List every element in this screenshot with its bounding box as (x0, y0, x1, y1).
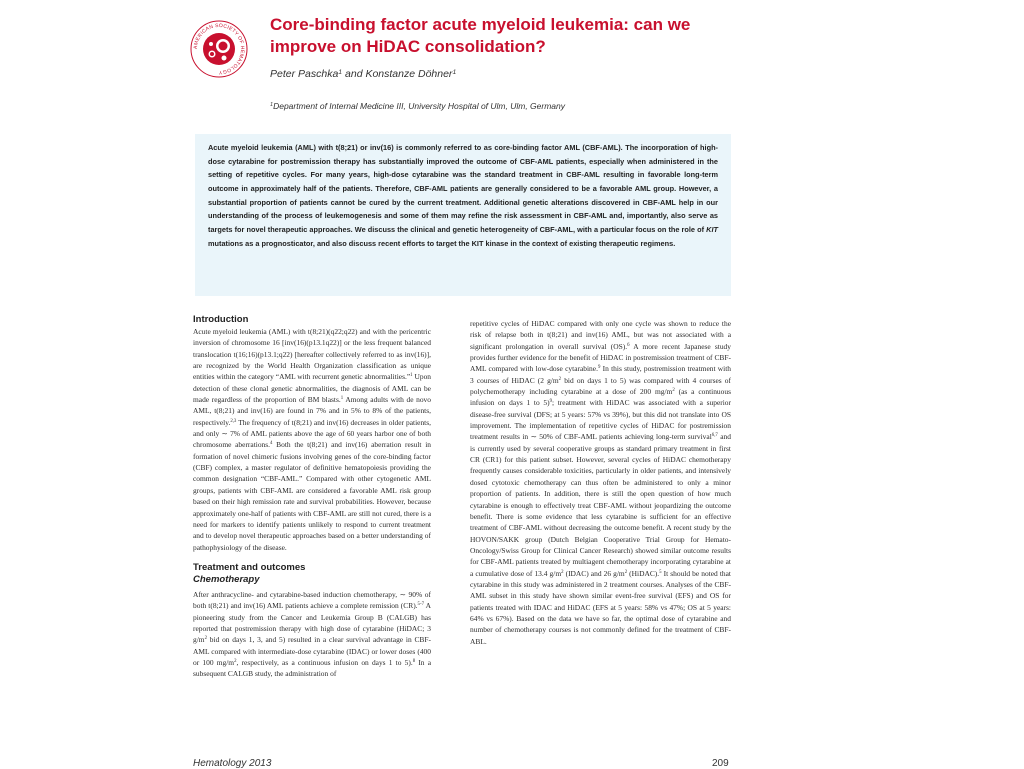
superscript: 2 (672, 388, 675, 394)
superscript: 2 (561, 569, 564, 575)
body-text: , respectively, as a continuous infusion on days 1 to 5). (236, 657, 413, 667)
body-text: (IDAC) and 26 g/m (563, 568, 625, 578)
authors (270, 68, 456, 80)
superscript: 2 (624, 569, 628, 575)
body-text: bid on days 1 to 5) was compared with 4 courses of polychemotherapy including cytarabine at a dose of 200 mg/m (470, 375, 731, 397)
introduction-paragraph (193, 326, 431, 553)
body-text: In this study, postremission treatment with 3 courses of HiDAC (2 g/m (470, 364, 732, 385)
body-text: In a subsequent CALGB study, the administration of (193, 657, 431, 679)
author-name: Konstanze Döhner (365, 68, 453, 80)
right-column (470, 318, 731, 647)
body-text: It should be noted that cytarabine in this study was administered in 2 treatment courses. Analyses of the CBF-AML subset in this study have shown similar event-free survival (EFS) and OS for patients treated with IDAC and HiDAC (EFS at 5 years: 58% vs 47%; OS at 5 years: 64% vs 67%). Based on the data we have so far, the optimal dose of cytarabine and number of chemotherapy courses is not commonly defined for the treatment of CBF-ABL. (470, 568, 731, 646)
author-affiliation-mark: 1 (452, 69, 457, 76)
abstract-box (195, 134, 731, 296)
body-text: and is currently used by several cooperative groups as standard primary treatment in first CR (CR1) for this patient subset. However, several cycles of HiDAC chemotherapy frequently causes considerable toxicities, particularly in older patients, and intensively dosed cytotoxic chemotherapy can thus often be administered to only a minor proportion of patients. In addition, there is still the open question of how much cytarabine is enough to effectively treat CBF-AML without jeopardizing the outcome benefit. There is some evidence that less cytarabine is sufficient for an effective treatment of CBF-AML without decreasing the outcome benefit. A recent study by the HOVON/SAKK group (Dutch Belgian Cooperative Trial Group for Hemato-Oncology/Swiss Group for Clinical Cancer Research) showed similar outcome results for CBF-AML patients treated by multiagent chemotherapy incorporating cytarabine at a cumulative dose of 13.4 g/m (470, 432, 731, 578)
body-text: Both the t(8;21) and inv(16) aberration result in formation of novel chimeric fusions involving genes of the core-binding factor (CBF) complex, a master regulator of definitive hematopoiesis providing the common designation “CBF-AML.” Compared with other cytogenetic AML groups, patients with CBF-AML are considered a favorable AML risk group based on their high remission rate and survival probabilities. However, because approximately one-half of patients with CBF-AML are still not cured, there is a need for markers to identify patients unlikely to respond to current treatment and to develop novel therapeutic approaches based on a better understanding of pathophysiology of the disease. (193, 440, 431, 552)
chemotherapy-paragraph (193, 589, 431, 680)
body-text: Among adults with de novo AML, t(8;21) and inv(16) are found in 7% and in 5% to 8% of the patients, respectively. (193, 395, 431, 427)
body-text: bid on days 1, 3, and 5) resulted in a clear survival advantage in CBF-AML compared with intermediate-dose cytarabine (IDAC) or lower doses (400 or 100 mg/m (193, 635, 431, 667)
abstract-text: mutations as a prognosticator, and also discuss recent efforts to target the KIT kinase in the context of existing therapeutic regimens. (208, 238, 676, 248)
body-text: (HiDAC). (627, 568, 660, 578)
citation: 2,3 (230, 418, 237, 424)
superscript: 2 (204, 636, 207, 642)
article-title: Core-binding factor acute myeloid leukemia: can we improve on HiDAC consolidation? (270, 15, 691, 56)
ash-logo (190, 20, 248, 78)
body-text: Acute myeloid leukemia (AML) with t(8;21)(q22;q22) and with the pericentric inversion of chromosome 16 [inv(16)(p13.1q22)] or the less frequent balanced translocation t(16;16)(p13.1;q22) [hereafter collectively referred to as inv(16)], are recognized by the World Health Organization classification as unique entities within the category “AML with recurrent genetic abnormalities.” (193, 327, 431, 382)
body-paragraph (470, 318, 731, 647)
body-text: After anthracycline- and cytarabine-based induction chemotherapy, ∼ 90% of both t(8;21) and inv(16) AML patients achieve a complete remission (CR). (193, 589, 431, 611)
body-text: Upon detection of these clonal genetic abnormalities, the diagnosis of AML can be made regardless of the proportion of BM blasts. (193, 372, 432, 405)
citation: 1 (340, 396, 344, 402)
ash-logo-icon (190, 20, 248, 78)
abstract-text: Acute myeloid leukemia (AML) with t(8;21) or inv(16) is commonly referred to as core-binding factor AML (CBF-AML). The incorporation of high-dose cytarabine for postremission therapy has substantially improved the outcome of CBF-AML patients, especially when administered in the setting of repetitive cycles. For many years, high-dose cytarabine was the standard treatment in CBF-AML resulting in favorable long-term outcome in approximately half of the patients. Therefore, CBF-AML patients are generally considered to be a favorable AML group. However, a substantial proportion of patients cannot be cured by the current treatment. Additional genetic alterations discovered in CBF-AML help in our understanding of the process of leukemogenesis and some of them may refine the risk assessment in CBF-AML and, importantly, also serve as targets for novel therapeutic approaches. We discuss the clinical and genetic heterogeneity of CBF-AML, with a particular focus on the role of (208, 143, 718, 234)
superscript: 2 (558, 376, 562, 382)
citation: 5-7 (417, 602, 424, 608)
body-text: The frequency of t(8;21) and inv(16) decreases in older patients, and only ∼ 7% of AML patients above the age of 60 years harbor one of both chromosome aberrations. (193, 417, 431, 450)
affiliation-mark: 1 (270, 102, 274, 108)
citation: 6,7 (711, 433, 718, 439)
author-joiner: and (342, 68, 366, 80)
abstract-italic-gene: KIT (706, 224, 718, 234)
citation: 4 (270, 441, 273, 447)
section-heading-introduction: Introduction (193, 314, 249, 325)
citation: 1 (410, 373, 413, 379)
journal-footer: Hematology 2013 (193, 758, 272, 769)
body-text: repetitive cycles of HiDAC compared with only one cycle was shown to reduce the risk of relapse both in t(8;21) and inv(16) AML, but was not associated with a significant prolongation in overall survival (OS). (470, 319, 731, 351)
affiliation (270, 101, 565, 111)
page-number: 209 (712, 758, 729, 769)
body-text: A more recent Japanese study provides further evidence for the benefit of HiDAC in postremission treatment of CBF-AML compared with low-dose cytarabine. (470, 341, 731, 374)
citation: 6 (627, 342, 630, 348)
left-column (193, 313, 431, 680)
affiliation-text: Department of Internal Medicine III, University Hospital of Ulm, Ulm, Germany (273, 101, 566, 111)
citation: 5 (659, 569, 662, 575)
body-text: (as a continuous infusion on days 1 to 5) (470, 387, 731, 408)
body-text: A pioneering study from the Cancer and Leukemia Group B (CALGB) has reported that postremission therapy with high dose of cytarabine (HiDAC; 3 g/m (193, 601, 431, 645)
author-name: Peter Paschka (270, 68, 339, 80)
subsection-heading-chemotherapy: Chemotherapy (193, 573, 260, 585)
superscript: 2 (234, 658, 237, 664)
body-text: ; treatment with HiDAC was associated with a superior disease-free survival (DFS; at 5 years: 57% vs 39%), but this did not translate into OS improvement. The implementation of repetitive cycles of HiDAC for postremission treatment results in ∼ 50% of CBF-AML patients achieving long-term survival (470, 398, 731, 442)
author-affiliation-mark: 1 (338, 69, 343, 76)
citation: 8 (412, 658, 416, 664)
section-heading-treatment: Treatment and outcomes (193, 561, 306, 573)
citation: 9 (549, 399, 552, 405)
logo-ring-text: AMERICAN SOCIETY OF HEMATOLOGY (192, 22, 246, 76)
citation: 9 (597, 365, 601, 371)
